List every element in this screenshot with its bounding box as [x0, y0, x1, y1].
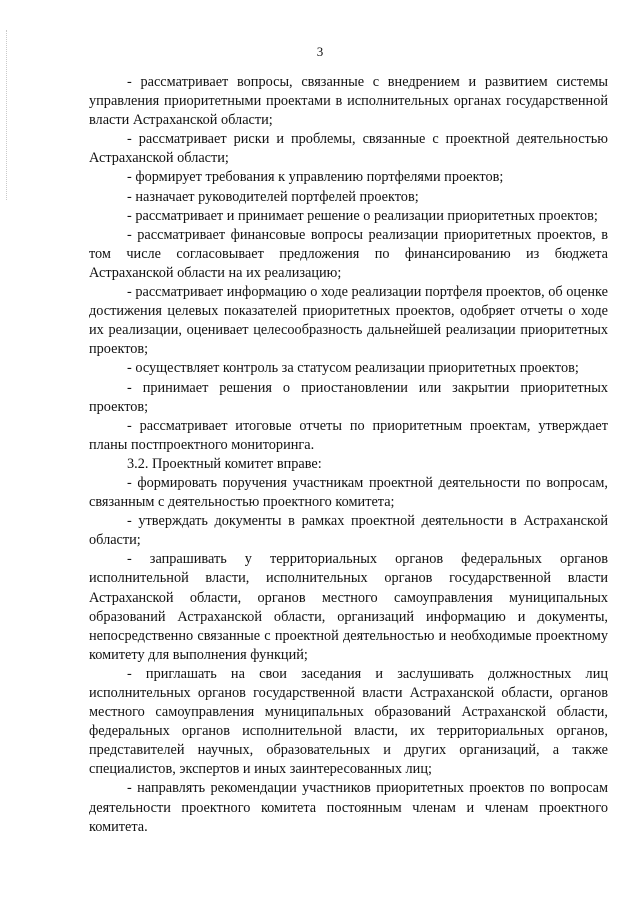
section-heading-3-2: 3.2. Проектный комитет вправе:	[127, 455, 322, 472]
paragraph-5: - рассматривает и принимает решение о реализации приоритетных проектов;	[127, 207, 598, 224]
paragraph-4: - назначает руководителей портфелей проектов;	[127, 188, 419, 205]
paragraph-3: - формирует требования к управлению портфелями проектов;	[127, 169, 504, 186]
paragraph-13: - утверждать документы в рамках проектной деятельности в Астраханской области;	[89, 513, 608, 549]
paragraph-8: - осуществляет контроль за статусом реализации приоритетных проектов;	[127, 360, 579, 377]
page-number: 3	[316, 44, 324, 59]
paragraph-12: - формировать поручения участникам проектной деятельности по вопросам, связанным с деятельностью проектного комитета;	[89, 474, 608, 511]
document-body	[89, 73, 608, 837]
paragraph-9: - принимает решения о приостановлении или закрытии приоритетных проектов;	[89, 379, 608, 415]
paragraph-14: - запрашивать у территориальных органов федеральных органов исполнительной власти, исполнительных органов государственной власти Астраханской области, органов местного самоуправления муниципальных образований Астраханской области, организаций информацию и документы, непосредственно связанные с проектной деятельностью и необходимые проектному комитету для выполнения функций;	[89, 551, 608, 663]
paragraph-6: - рассматривает финансовые вопросы реализации приоритетных проектов, в том числе согласовывает предложения по финансированию из бюджета Астраханской области на их реализацию;	[89, 226, 608, 281]
paragraph-16: - направлять рекомендации участников приоритетных проектов по вопросам деятельности проектного комитета постоянным членам и членам проектного комитета.	[89, 780, 608, 835]
paragraph-10: - рассматривает итоговые отчеты по приоритетным проектам, утверждает планы постпроектного мониторинга.	[89, 417, 608, 453]
paragraph-2: - рассматривает риски и проблемы, связанные с проектной деятельностью Астраханской области;	[89, 131, 608, 167]
paragraph-15: - приглашать на свои заседания и заслушивать должностных лиц исполнительных органов государственной власти Астраханской области, органов местного самоуправления муниципальных образований Астраханской области, федеральных органов исполнительной власти, их территориальных органов, представителей научных, образовательных и других организаций, а также специалистов, экспертов и иных заинтересованных лиц;	[89, 665, 608, 778]
paragraph-7: - рассматривает информацию о ходе реализации портфеля проектов, об оценке достижения целевых показателей приоритетных проектов, одобряет отчеты о ходе их реализации, оценивает целесообразность дальнейшей реализации приоритетных проектов;	[89, 284, 608, 358]
paragraph-1: - рассматривает вопросы, связанные с внедрением и развитием системы управления приоритетными проектами в исполнительных органах государственной власти Астраханской области;	[89, 74, 608, 129]
